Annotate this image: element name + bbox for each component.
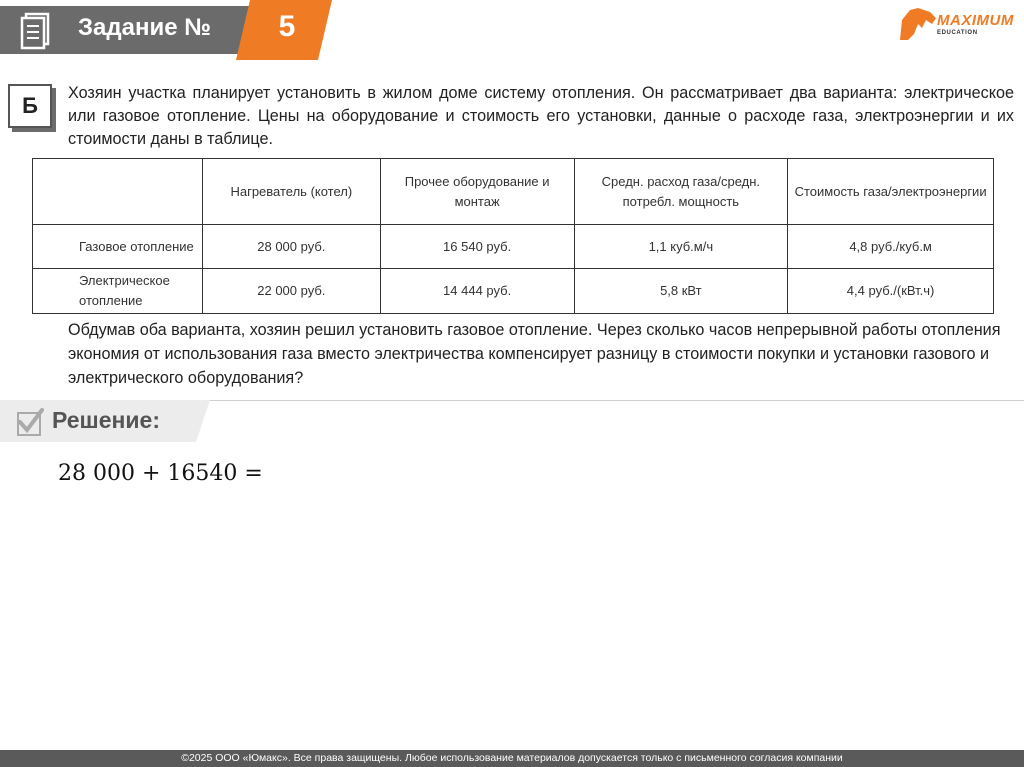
task-title: Задание № — [78, 14, 211, 41]
table-cell: 16 540 руб. — [380, 225, 574, 269]
data-table — [32, 158, 994, 314]
table-cell: 14 444 руб. — [380, 269, 574, 314]
task-variant-label: Б — [8, 84, 52, 128]
solution-title: Решение: — [52, 407, 161, 433]
table-cell: 1,1 куб.м/ч — [574, 225, 788, 269]
table-cell: 5,8 кВт — [574, 269, 788, 314]
logo-sub-text: EDUCATION — [937, 30, 978, 36]
footer-copyright: ©2025 ООО «Юмакс». Все права защищены. Любое использование материалов допускается только с письменного согласия компании — [0, 750, 1024, 767]
table-row — [33, 269, 994, 314]
table-header-cell: Прочее оборудование и монтаж — [380, 159, 574, 225]
document-icon — [18, 10, 58, 50]
table-header-row — [33, 159, 994, 225]
logo-main-text: MAXIMUM — [937, 12, 1014, 29]
task-text: Хозяин участка планирует установить в жилом доме систему отопления. Он рассматривает два варианта: электрическое или газовое отопление. Цены на оборудование и стоимость его установки, данные о расходе газа, электроэнергии и их стоимости даны в таблице. — [68, 84, 1014, 148]
solution-equation: 28 000 + 16540 = — [58, 461, 263, 486]
table-header-cell: Средн. расход газа/средн. потребл. мощность — [574, 159, 788, 225]
task-question: Обдумав оба варианта, хозяин решил установить газовое отопление. Через сколько часов непрерывной работы отопления экономия от использования газа вместо электричества компенсирует разницу в стоимости покупки и установки газового и электрического оборудования? — [68, 321, 1001, 387]
table-header-cell: Нагреватель (котел) — [202, 159, 380, 225]
table-header-cell — [33, 159, 203, 225]
table-cell: 4,4 руб./(кВт.ч) — [788, 269, 994, 314]
table-row — [33, 225, 994, 269]
row-label: Электрическое отопление — [33, 269, 203, 314]
table-cell: 28 000 руб. — [202, 225, 380, 269]
table-cell: 4,8 руб./куб.м — [788, 225, 994, 269]
table-cell: 22 000 руб. — [202, 269, 380, 314]
header — [0, 0, 1024, 62]
task-number: 5 — [278, 10, 296, 43]
table-header-cell: Стоимость газа/электроэнергии — [788, 159, 994, 225]
row-label: Газовое отопление — [33, 225, 203, 269]
